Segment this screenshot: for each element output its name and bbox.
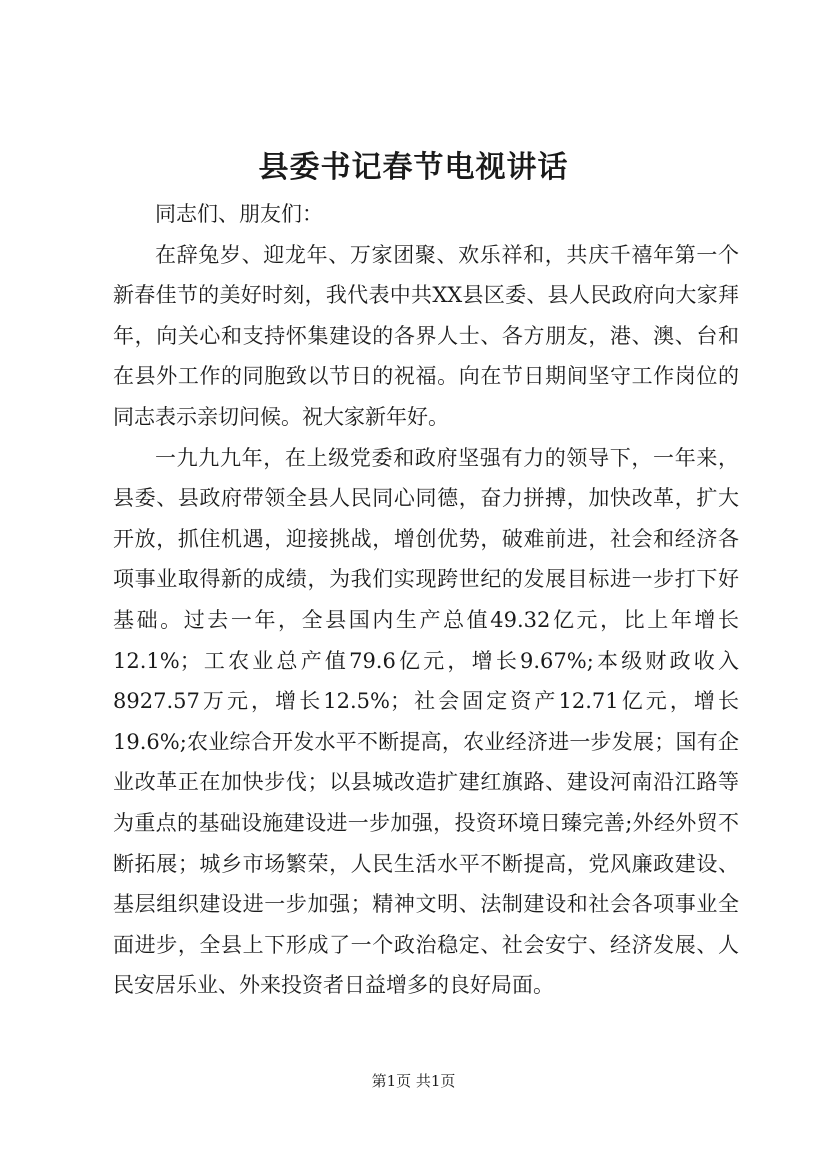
- document-body: [113, 194, 739, 1006]
- paragraph-greeting: 在辞兔岁、迎龙年、万家团聚、欢乐祥和，共庆千禧年第一个新春佳节的美好时刻，我代表中共XX县区委、县人民政府向大家拜年，向关心和支持怀集建设的各界人士、各方朋友，港、澳、台和在县外工作的同胞致以节日的祝福。向在节日期间坚守工作岗位的同志表示亲切问候。祝大家新年好。: [113, 242, 739, 429]
- page-title: 县委书记春节电视讲话: [258, 150, 569, 185]
- salutation: 同志们、朋友们：: [155, 202, 323, 226]
- page-footer: 第1页 共1页: [371, 1072, 456, 1090]
- paragraph-review: 一九九九年，在上级党委和政府坚强有力的领导下，一年来，县委、县政府带领全县人民同心同德，奋力拼搏，加快改革，扩大开放，抓住机遇，迎接挑战，增创优势，破难前进，社会和经济各项事业取得新的成绩，为我们实现跨世纪的发展目标进一步打下好基础。过去一年，全县国内生产总值49.32亿元，比上年增长12.1%；工农业总产值79.6亿元，增长9.67%;本级财政收入8927.57万元，增长12.5%；社会固定资产12.71亿元，增长19.6%;农业综合开发水平不断提高，农业经济进一步发展；国有企业改革正在加快步伐；以县城改造扩建红旗路、建设河南沿江路等为重点的基础设施建设进一步加强，投资环境日臻完善;外经外贸不断拓展；城乡市场繁荣，人民生活水平不断提高，党风廉政建设、基层组织建设进一步加强；精神文明、法制建设和社会各项事业全面进步，全县上下形成了一个政治稳定、社会安宁、经济发展、人民安居乐业、外来投资者日益增多的良好局面。: [113, 445, 739, 998]
